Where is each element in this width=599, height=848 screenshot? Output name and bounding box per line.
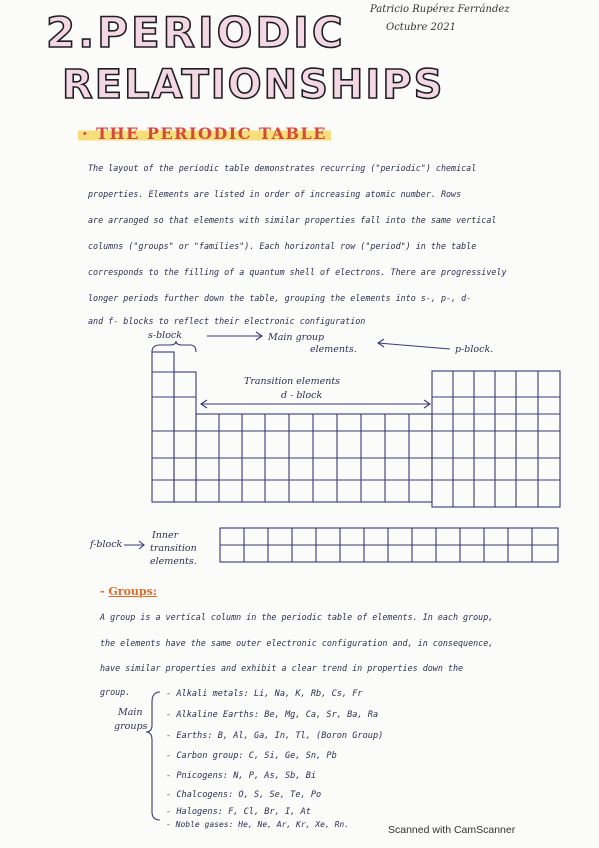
- s-block-brace: [152, 341, 196, 352]
- inner-label-3: elements.: [150, 556, 197, 567]
- list-item: - Alkali metals: Li, Na, K, Rb, Cs, Fr: [166, 689, 363, 699]
- paragraph-line: the elements have the same outer electronic configuration and, in consequence,: [100, 638, 494, 648]
- list-item: - Carbon group: C, Si, Ge, Sn, Pb: [166, 751, 337, 761]
- paragraph-line: The layout of the periodic table demonstrates recurring ("periodic") chemical: [88, 163, 477, 173]
- author-date: Octubre 2021: [386, 22, 456, 33]
- transition-label: Transition elements: [244, 376, 341, 387]
- paragraph-line: properties. Elements are listed in order of increasing atomic number. Rows: [88, 189, 462, 199]
- scanner-watermark: Scanned with CamScanner: [388, 824, 516, 836]
- d-block-label: d - block: [281, 390, 323, 401]
- groups-heading-text: Groups:: [108, 585, 157, 598]
- list-item: - Earths: B, Al, Ga, In, Tl, (Boron Group): [166, 731, 384, 741]
- section-heading-groups: - Groups:: [100, 585, 157, 598]
- inner-label-2: transition: [150, 543, 197, 554]
- s-block-label: s-block: [148, 330, 183, 341]
- inner-label-1: Inner: [152, 530, 179, 541]
- main-group-label-1: Main group: [268, 332, 325, 343]
- page-title-line-2: RELATIONSHIPS: [62, 62, 445, 108]
- f-block-label: f-block: [90, 539, 123, 550]
- arrow-from-p-block: [378, 343, 450, 349]
- f-block-grid: [220, 528, 558, 562]
- section-heading-text: · THE PERIODIC TABLE: [78, 124, 331, 143]
- paragraph-line: longer periods further down the table, grouping the elements into s-, p-, d-: [88, 293, 472, 303]
- paragraph-line: have similar properties and exhibit a clear trend in properties down the: [100, 663, 464, 673]
- p-block-label: p-block.: [455, 344, 494, 355]
- paragraph-line: A group is a vertical column in the periodic table of elements. In each group,: [100, 612, 494, 622]
- periodic-table-grid: [152, 352, 560, 507]
- main-group-label-2: elements.: [310, 344, 357, 355]
- main-groups-label-1: Main: [118, 707, 143, 718]
- list-item: - Chalcogens: O, S, Se, Te, Po: [166, 790, 322, 800]
- groups-brace: [146, 692, 160, 820]
- page-title-line-1: 2.PERIODIC: [46, 8, 346, 57]
- paragraph-line: and f- blocks to reflect their electronic configuration: [88, 316, 366, 326]
- list-item: - Pnicogens: N, P, As, Sb, Bi: [166, 771, 317, 781]
- paragraph-line: columns ("groups" or "families"). Each horizontal row ("period") in the table: [88, 241, 477, 251]
- list-item: - Alkaline Earths: Be, Mg, Ca, Sr, Ba, Ra: [166, 710, 379, 720]
- paragraph-line: are arranged so that elements with similar properties fall into the same vertical: [88, 215, 497, 225]
- list-item: - Halogens: F, Cl, Br, I, At: [166, 807, 311, 817]
- paragraph-line: corresponds to the filling of a quantum shell of electrons. There are progressively: [88, 267, 507, 277]
- author-name: Patricio Rupérez Ferrández: [370, 4, 510, 15]
- paragraph-line: group.: [100, 687, 131, 697]
- list-item: - Noble gases: He, Ne, Ar, Kr, Xe, Rn.: [166, 820, 350, 829]
- main-groups-label-2: groups: [114, 721, 148, 732]
